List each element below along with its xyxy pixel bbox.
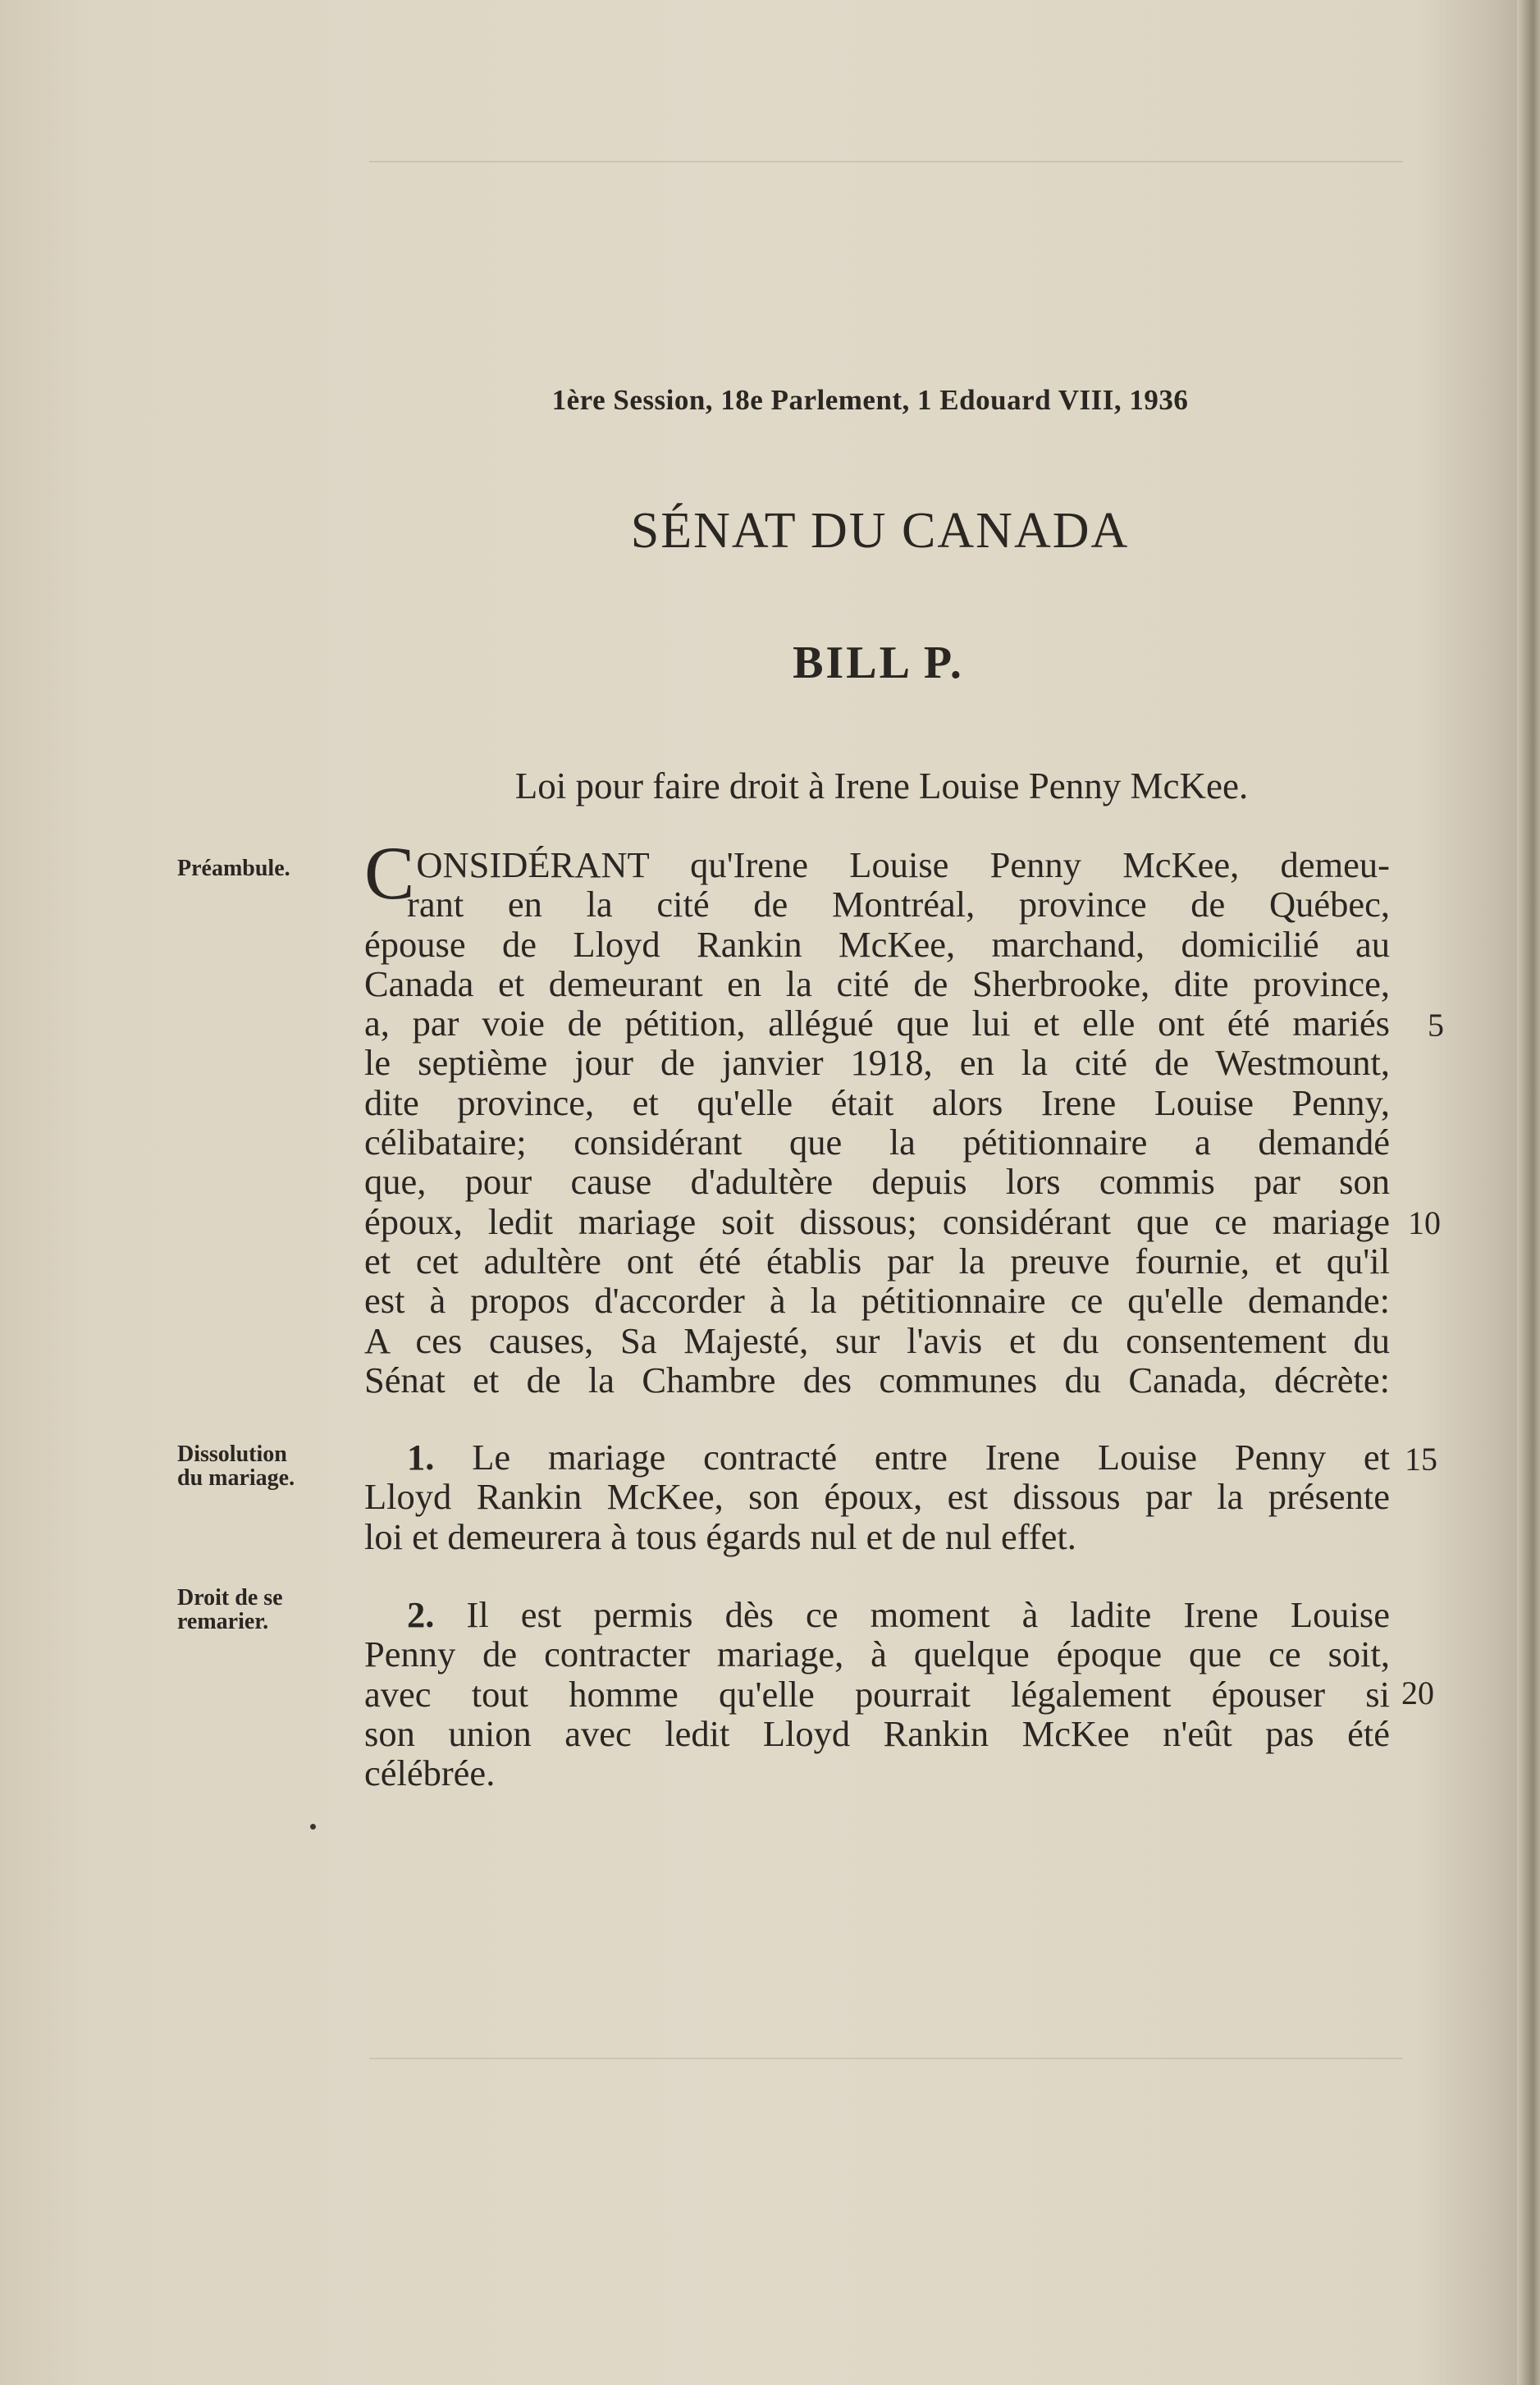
section-2-line: célébrée. [364, 1752, 496, 1794]
preamble-line: que, pour cause d'adultère depuis lors commis par son [364, 1161, 1390, 1203]
margin-note-remarry-line-2: remarier. [177, 1609, 269, 1634]
section-1-line: Lloyd Rankin McKee, son époux, est dissous par la présente [364, 1476, 1390, 1518]
preamble-line-text: ONSIDÉRANT qu'Irene Louise Penny McKee, demeu- [416, 844, 1390, 885]
section-2-line: avec tout homme qu'elle pourrait légalement épouser si [364, 1673, 1390, 1715]
section-1-paragraph [364, 1437, 1390, 1556]
act-title: Loi pour faire droit à Irene Louise Penny McKee. [514, 765, 1249, 806]
margin-note-dissolution-line-1: Dissolution [177, 1442, 287, 1467]
section-2-line [364, 1595, 1390, 1634]
preamble-line: Sénat et de la Chambre des communes du Canada, décrète: [364, 1359, 1390, 1400]
preamble-paragraph [364, 831, 1390, 1400]
preamble-line: dite province, et qu'elle était alors Irene Louise Penny, [364, 1081, 1390, 1123]
section-2-number: 2. [407, 1594, 435, 1635]
preamble-line: époux, ledit mariage soit dissous; considérant que ce mariage [364, 1200, 1390, 1242]
margin-note-remarry-line-1: Droit de se [177, 1585, 283, 1611]
section-1-line-text: Le mariage contracté entre Irene Louise Penny et [472, 1437, 1391, 1478]
bleed-through-rule-top [369, 161, 1403, 162]
preamble-line: et cet adultère ont été établis par la preuve fournie, et qu'il [364, 1240, 1390, 1282]
section-2-line: Penny de contracter mariage, à quelque époque que ce soit, [364, 1633, 1390, 1675]
section-1-line: loi et demeurera à tous égards nul et de nul effet. [364, 1515, 1076, 1557]
line-number-20: 20 [1401, 1675, 1434, 1711]
preamble-line: a, par voie de pétition, allégué que lui et elle ont été mariés [364, 1003, 1390, 1044]
line-number-5: 5 [1428, 1007, 1444, 1044]
line-number-10: 10 [1408, 1204, 1441, 1241]
section-2-line: son union avec ledit Lloyd Rankin McKee n'eût pas été [364, 1712, 1390, 1754]
line-number-15: 15 [1405, 1441, 1437, 1478]
preamble-line: le septième jour de janvier 1918, en la cité de Westmount, [364, 1042, 1390, 1084]
page-edge-shadow [1517, 0, 1540, 2385]
section-1-line [364, 1437, 1390, 1477]
margin-note-dissolution-line-2: du mariage. [177, 1465, 295, 1491]
preamble-line: rant en la cité de Montréal, province de Québec, [407, 884, 1390, 925]
drop-cap-letter: C [364, 831, 415, 915]
preamble-line: est à propos d'accorder à la pétitionnaire ce qu'elle demande: [364, 1280, 1390, 1322]
bleed-through-rule-bottom [369, 2058, 1403, 2059]
ink-speck [310, 1824, 316, 1830]
session-line: 1ère Session, 18e Parlement, 1 Edouard VIII, 1936 [551, 384, 1189, 416]
preamble-line: A ces causes, Sa Majesté, sur l'avis et du consentement du [364, 1319, 1390, 1361]
margin-note-dissolution [177, 1442, 333, 1490]
bill-title: BILL P. [793, 637, 964, 688]
chamber-title: SÉNAT DU CANADA [630, 503, 1130, 559]
preamble-line: Canada et demeurant en la cité de Sherbrooke, dite province, [364, 962, 1390, 1004]
preamble-line: célibataire; considérant que la pétitionnaire a demandé [364, 1122, 1390, 1163]
preamble-line: épouse de Lloyd Rankin McKee, marchand, domicilié au [364, 923, 1390, 965]
section-2-line-text: Il est permis dès ce moment à ladite Irene Louise [466, 1594, 1391, 1635]
section-1-number: 1. [407, 1437, 435, 1478]
margin-note-remarry [177, 1586, 333, 1633]
section-2-paragraph [364, 1595, 1390, 1793]
margin-note-preamble: Préambule. [177, 856, 290, 881]
